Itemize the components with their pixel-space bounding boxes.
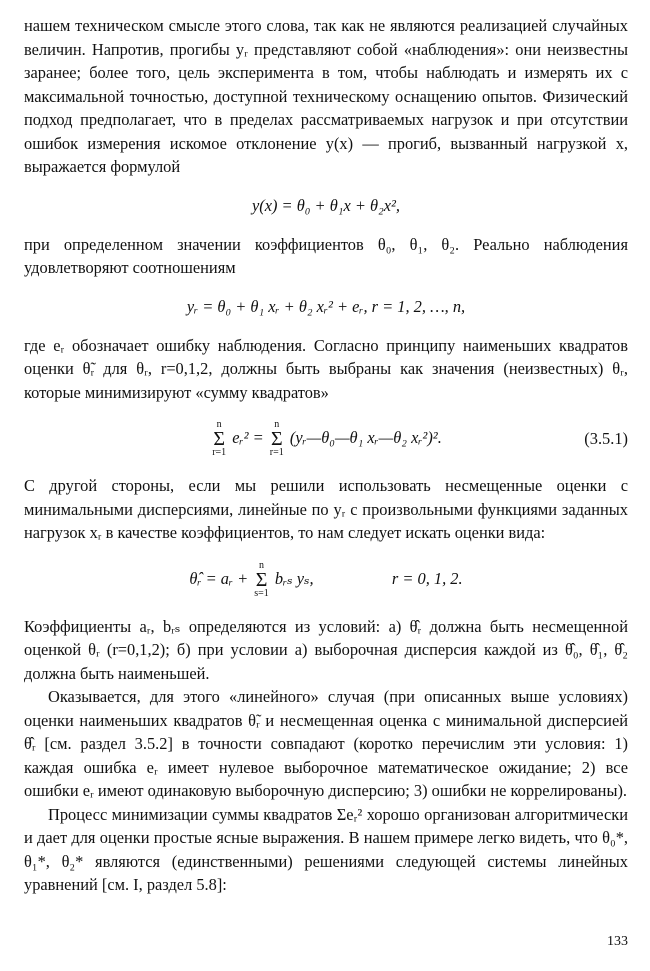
paragraph-2: при определенном значении коэффициентов θ₀, θ₁, θ₂. Реально наблюдения удовлетворяют соотношениям bbox=[24, 234, 628, 277]
equation-number: (3.5.1) bbox=[584, 429, 628, 448]
sum-symbol-left: n Σ r=1 bbox=[212, 419, 227, 458]
paragraph-7: Процесс минимизации суммы квадратов Σeᵣ² хорошо организован алгоритмически и дает для оценки простые ясные выражения. В нашем примере легко видеть, что θ₀*, θ₁*, θ₂* являются (единственными) решениями следующей системы линейных уравнений [см. I, раздел 5.8]: bbox=[24, 804, 628, 894]
paragraph-3: где eᵣ обозначает ошибку наблюдения. Согласно принципу наименьших квадратов оценки θ̃ᵣ для θᵣ, r=0,1,2, должны быть выбраны как значения (неизвестных) θᵣ, которые минимизируют «сумму квадратов» bbox=[24, 335, 628, 402]
sum-symbol-right: n Σ r=1 bbox=[269, 419, 284, 458]
paragraph-5: Коэффициенты aᵣ, bᵣₛ определяются из условий: а) θ̂ᵣ должна быть несмещенной оценкой θᵣ (r=0,1,2); б) при условии а) выборочная дисперсия каждой из θ̂₀, θ̂₁, θ̂₂ должна быть наименьшей. bbox=[24, 616, 628, 683]
page-body bbox=[24, 14, 628, 897]
paragraph-4: С другой стороны, если мы решили использовать несмещенные оценки с минимальными дисперсиями, линейные по yᵣ с произвольными функциями заданных нагрузок xᵣ в качестве коэффициентов, то нам следует искать оценки вида: bbox=[24, 476, 628, 542]
sum-symbol-s: n Σ s=1 bbox=[254, 559, 269, 599]
formula-linear-estimate: θ̂ᵣ = aᵣ + n Σ s=1 bᵣₛ yₛ, r = 0, 1, 2. bbox=[189, 559, 463, 599]
formula-sum-of-squares: n Σ r=1 eᵣ² = n Σ r=1 (yᵣ—θ₀—θ₁ xᵣ—θ₂ xᵣ²)². (3.5.1) bbox=[212, 419, 628, 458]
paragraph-1: нашем техническом смысле этого слова, так как не являются реализацией случайных величин. Напротив, прогибы yᵣ представляют собой «наблюдения»: они неизвестны заранее; более того, цель эксперимента в том, чтобы наблюдать и измерять их с максимальной точностью, доступной техническому оснащению опытов. Физический подход предполагает, что в пределах рассматриваемых нагрузок и при отсутствии ошибок измерения искомое отклонение y(x) — прогиб, вызванный нагрузкой x, выражается формулой bbox=[24, 16, 628, 176]
page-number: 133 bbox=[607, 934, 628, 949]
formula-observations: yᵣ = θ₀ + θ₁ xᵣ + θ₂ xᵣ² + eᵣ, r = 1, 2, …, n, bbox=[186, 296, 466, 316]
paragraph-6: Оказывается, для этого «линейного» случая (при описанных выше условиях) оценки наименьших квадратов θ̃ᵣ и несмещенная оценка с минимальной дисперсией θ̂ᵣ [см. раздел 3.5.2] в точности совпадают (коротко перечислим эти условия: 1) каждая ошибка eᵣ имеет нулевое выборочное математическое ожидание; 2) все ошибки eᵣ имеют одинаковую выборочную дисперсию; 3) ошибки не коррелированы). bbox=[24, 687, 628, 800]
formula-deflection: y(x) = θ₀ + θ₁x + θ₂x², bbox=[251, 195, 401, 215]
